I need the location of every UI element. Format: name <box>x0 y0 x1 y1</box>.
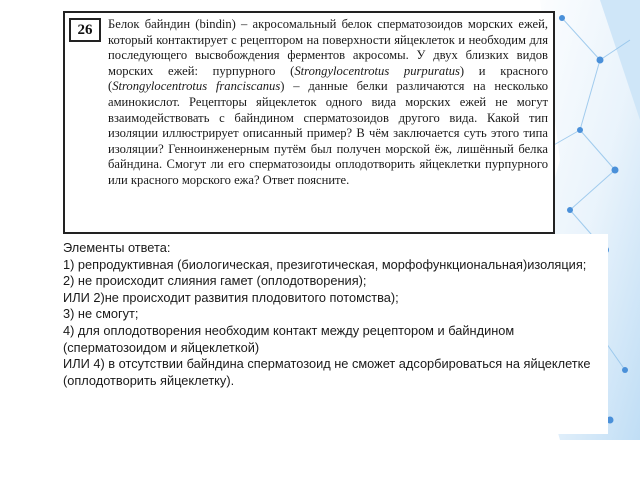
answer-line: 4) для оплодотворения необходим контакт между рецептором и байндином <box>63 322 515 338</box>
answer-heading: Элементы ответа: <box>63 240 171 255</box>
species-red: Strongylocentrotus franciscanus <box>112 79 281 94</box>
answer-line: ИЛИ 4) в отсутствии байндина сперматозоид не сможет адсорбироваться на яйцеклетке <box>63 356 591 372</box>
answer-line: 3) не смогут; <box>63 306 139 322</box>
answer-line: (оплодотворить яйцеклетку). <box>63 372 235 388</box>
answer-line: 2) не происходит слияния гамет (оплодотворения); <box>63 273 367 289</box>
task-number: 26 <box>69 18 101 42</box>
task-text-part-1: Белок байндин (bindin) – акросомальный белок сперматозоидов морских ежей, который контактирует с рецептором на поверхности яйцеклеток и необходим для последующего высвобождения ферментов акросомы. У двух близких видов морских ежей: пурпурного ( <box>108 17 548 78</box>
task-text-part-2: ) и красного ( <box>108 63 548 94</box>
task-text-part-3: ) – данные белки различаются на несколько аминокислот. Рецепторы яйцеклеток одного вида морских ежей не могут взаимодействовать с байндином сперматозоидов другого вида. Какой тип изоляции иллюстрирует описанный пример? В чём заключается суть этого типа изоляции? Генноинженерным путём был получен морской ёж, лишённый белка байндина. Смогут ли его сперматозоиды оплодотворить яйцеклетки пурпурного или красного морского ежа? Ответ поясните. <box>108 79 549 187</box>
answer-elements <box>63 240 608 432</box>
task-text <box>108 17 548 189</box>
species-purple: Strongylocentrotus purpuratus <box>294 63 460 78</box>
task-box <box>63 11 555 234</box>
answer-line: (сперматозоидом и яйцеклеткой) <box>63 339 260 355</box>
answer-line: ИЛИ 2)не происходит развития плодовитого потомства); <box>63 289 399 305</box>
answer-line: 1) репродуктивная (биологическая, презиготическая, морфофункциональная)изоляция; <box>63 256 587 272</box>
